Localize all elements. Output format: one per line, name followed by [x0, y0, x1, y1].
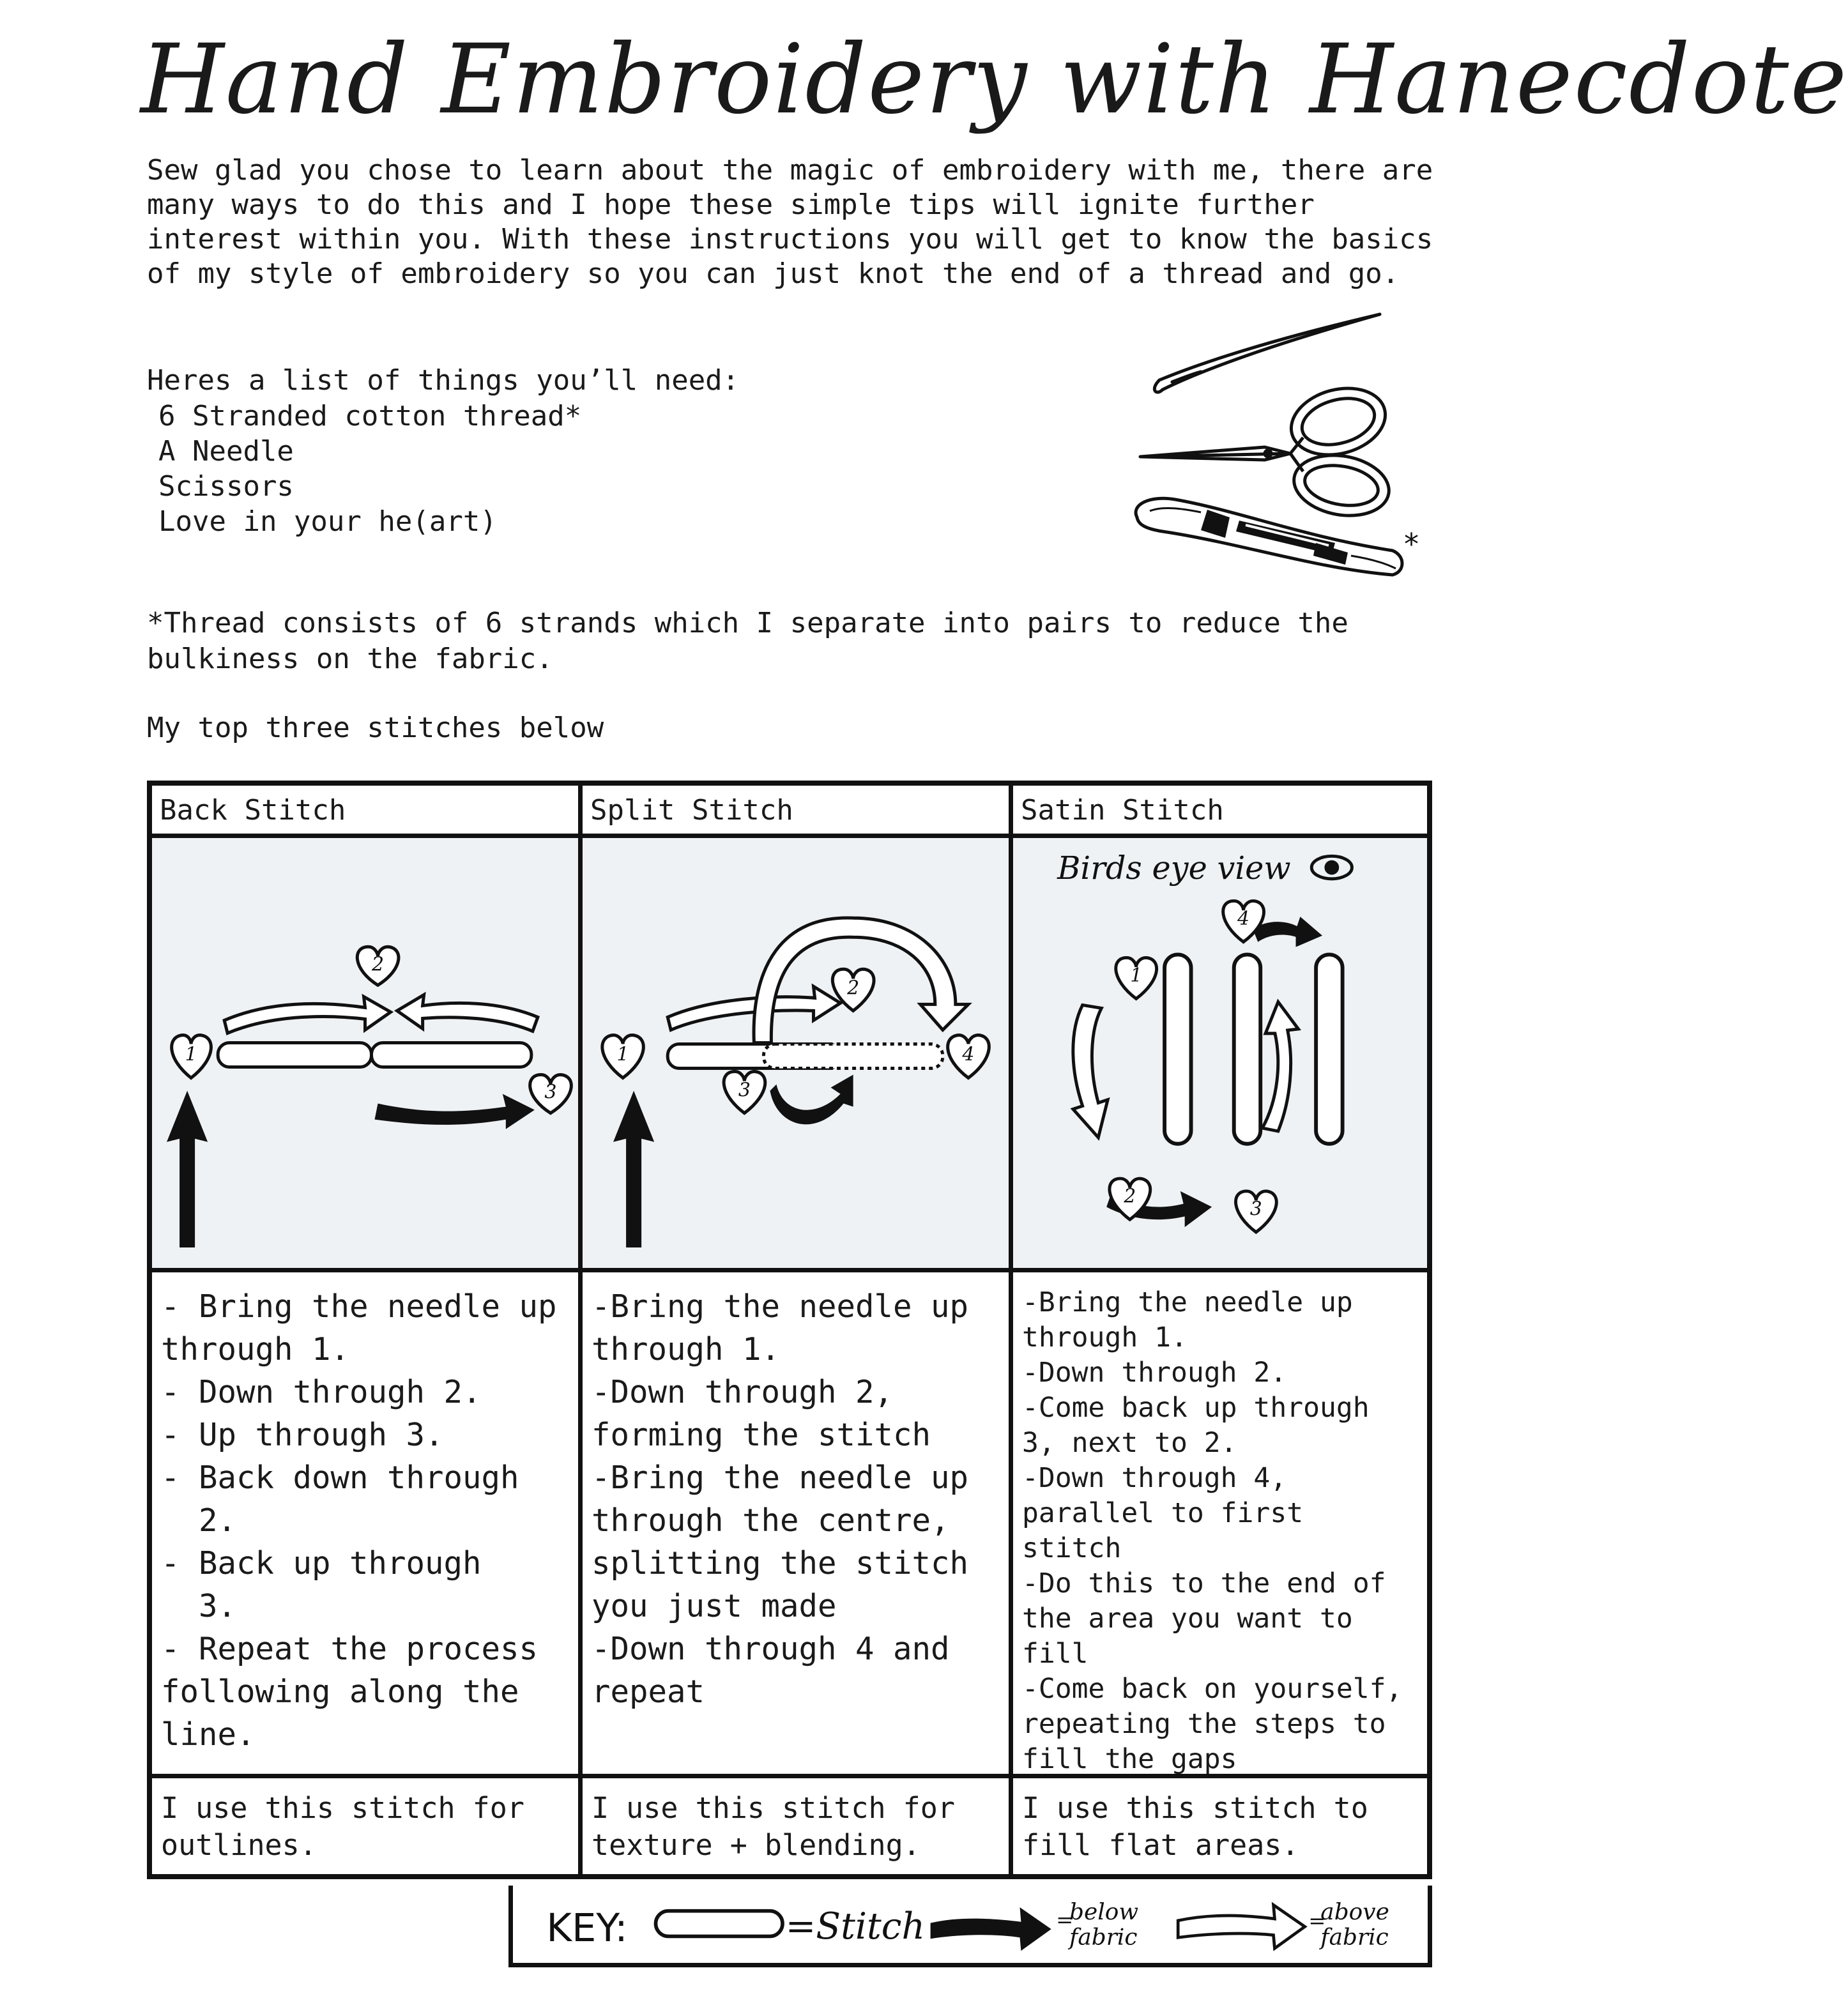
step-marker: 3 [544, 1081, 557, 1104]
back-stitch-header: Back Stitch [152, 786, 583, 838]
eye-icon [1311, 856, 1352, 879]
instruction-step: - Up through 3. [161, 1417, 444, 1453]
stitch-shape [218, 1042, 371, 1067]
instruction-step: -Come back up through 3, next to 2. [1022, 1392, 1386, 1459]
supplies-item: 6 Stranded cotton thread* [158, 400, 582, 432]
thread-asterisk: * [1404, 527, 1419, 561]
split-stitch-steps [583, 1272, 1013, 1778]
below-fabric-arrow-icon [375, 1094, 535, 1129]
above-fabric-arrow-icon [1262, 1002, 1298, 1131]
thread-skein-icon [1136, 498, 1402, 575]
step-marker: 1 [185, 1043, 197, 1066]
instruction-step: -Come back on yourself, repeating the steps to fill the gaps [1022, 1673, 1419, 1775]
supplies-heading: Heres a list of things you’ll need: [147, 364, 740, 397]
satin-stitch-steps [1013, 1272, 1427, 1778]
below-fabric-arrow-icon [167, 1091, 208, 1247]
stitch-shape [655, 1911, 783, 1937]
instruction-step: - Bring the needle up through 1. [161, 1288, 576, 1368]
instruction-step: - Back up through 3. [161, 1545, 482, 1624]
back-stitch-use: I use this stitch for outlines. [152, 1778, 583, 1875]
supplies-item: Scissors [158, 470, 294, 503]
instruction-step: -Down through 2. [1022, 1357, 1287, 1389]
instruction-step: -Down through 4 and repeat [592, 1631, 969, 1710]
step-marker: 3 [738, 1079, 751, 1102]
above-fabric-arrow-icon [224, 996, 390, 1033]
above-fabric-arrow-icon [1073, 1005, 1108, 1137]
intro-paragraph: Sew glad you chose to learn about the magic of embroidery with me, there are many ways to do this and I hope these simple tips will ignite further interest within you. With these instructions you will get to know the basics of my style of embroidery so you can just knot the end of a thread and go. [147, 154, 1450, 290]
key-stitch-label: =Stitch [785, 1905, 926, 1948]
satin-stitch-header: Satin Stitch [1013, 786, 1427, 838]
stitch-shape [1234, 954, 1260, 1143]
key-below-label-2: fabric [1069, 1924, 1138, 1951]
supplies-item: Love in your he(art) [158, 505, 497, 538]
supplies-list [158, 399, 581, 539]
step-marker: 3 [1249, 1197, 1262, 1220]
legend-key [508, 1886, 1432, 1967]
below-fabric-arrow-icon [613, 1091, 654, 1247]
step-marker: 2 [1124, 1184, 1136, 1207]
below-fabric-arrow-icon [770, 1075, 853, 1125]
step-marker: 1 [1130, 963, 1143, 986]
key-above-label-1: above [1320, 1898, 1389, 1925]
instruction-step: - Down through 2. [161, 1374, 482, 1410]
key-below-label: = [1056, 1907, 1074, 1932]
stitch-shape [1165, 954, 1191, 1143]
instruction-step: -Bring the needle up through 1. [592, 1288, 988, 1368]
split-stitch-use: I use this stitch for texture + blending. [583, 1778, 1013, 1875]
instruction-step: -Down through 2, forming the stitch [592, 1374, 931, 1453]
instruction-step: -Bring the needle up through the centre, splitting the stitch you just made [592, 1460, 988, 1624]
instruction-step: -Down through 4, parallel to first stitch [1022, 1462, 1320, 1564]
below-fabric-arrow-icon [931, 1907, 1051, 1951]
thread-footnote: *Thread consists of 6 strands which I separate into pairs to reduce the bulkiness on the fabric. [147, 607, 1348, 675]
key-above-label: = [1308, 1909, 1326, 1933]
instruction-step: -Do this to the end of the area you want to fill [1022, 1567, 1403, 1670]
instruction-step: - Back down through 2. [161, 1460, 519, 1539]
stitch-shape [1316, 954, 1342, 1143]
needle-icon [1154, 314, 1380, 392]
instruction-step: - Repeat the process following along the line. [161, 1631, 557, 1753]
step-marker: 1 [616, 1043, 629, 1066]
split-stitch-header: Split Stitch [583, 786, 1013, 838]
above-fabric-arrow-icon [1178, 1905, 1305, 1948]
key-above-label-2: fabric [1320, 1924, 1389, 1951]
above-fabric-arrow-icon [397, 995, 538, 1031]
satin-stitch-diagram [1013, 838, 1427, 1272]
stitch-shape [372, 1042, 531, 1067]
step-marker: 4 [1237, 906, 1249, 929]
back-stitch-diagram [152, 838, 583, 1272]
heart-icon [602, 969, 989, 1113]
satin-stitch-use: I use this stitch to fill flat areas. [1022, 1791, 1386, 1862]
birds-eye-view-label: Birds eye view [1057, 849, 1291, 887]
stitch-table [147, 781, 1432, 1879]
step-marker: 2 [847, 977, 860, 1000]
stitches-intro: My top three stitches below [147, 712, 604, 744]
split-stitch-diagram [583, 838, 1013, 1272]
step-marker: 2 [371, 953, 385, 976]
key-label: KEY: [546, 1905, 628, 1951]
key-below-label-1: below [1069, 1898, 1139, 1925]
back-stitch-steps [152, 1272, 583, 1778]
page-title: Hand Embroidery with Hanecdote [141, 24, 1848, 135]
supplies-item: A Needle [158, 435, 294, 468]
tools-illustration [1111, 300, 1431, 600]
instruction-step: -Bring the needle up through 1. [1022, 1286, 1370, 1354]
stitch-shape [763, 1044, 942, 1068]
step-marker: 4 [962, 1043, 975, 1066]
